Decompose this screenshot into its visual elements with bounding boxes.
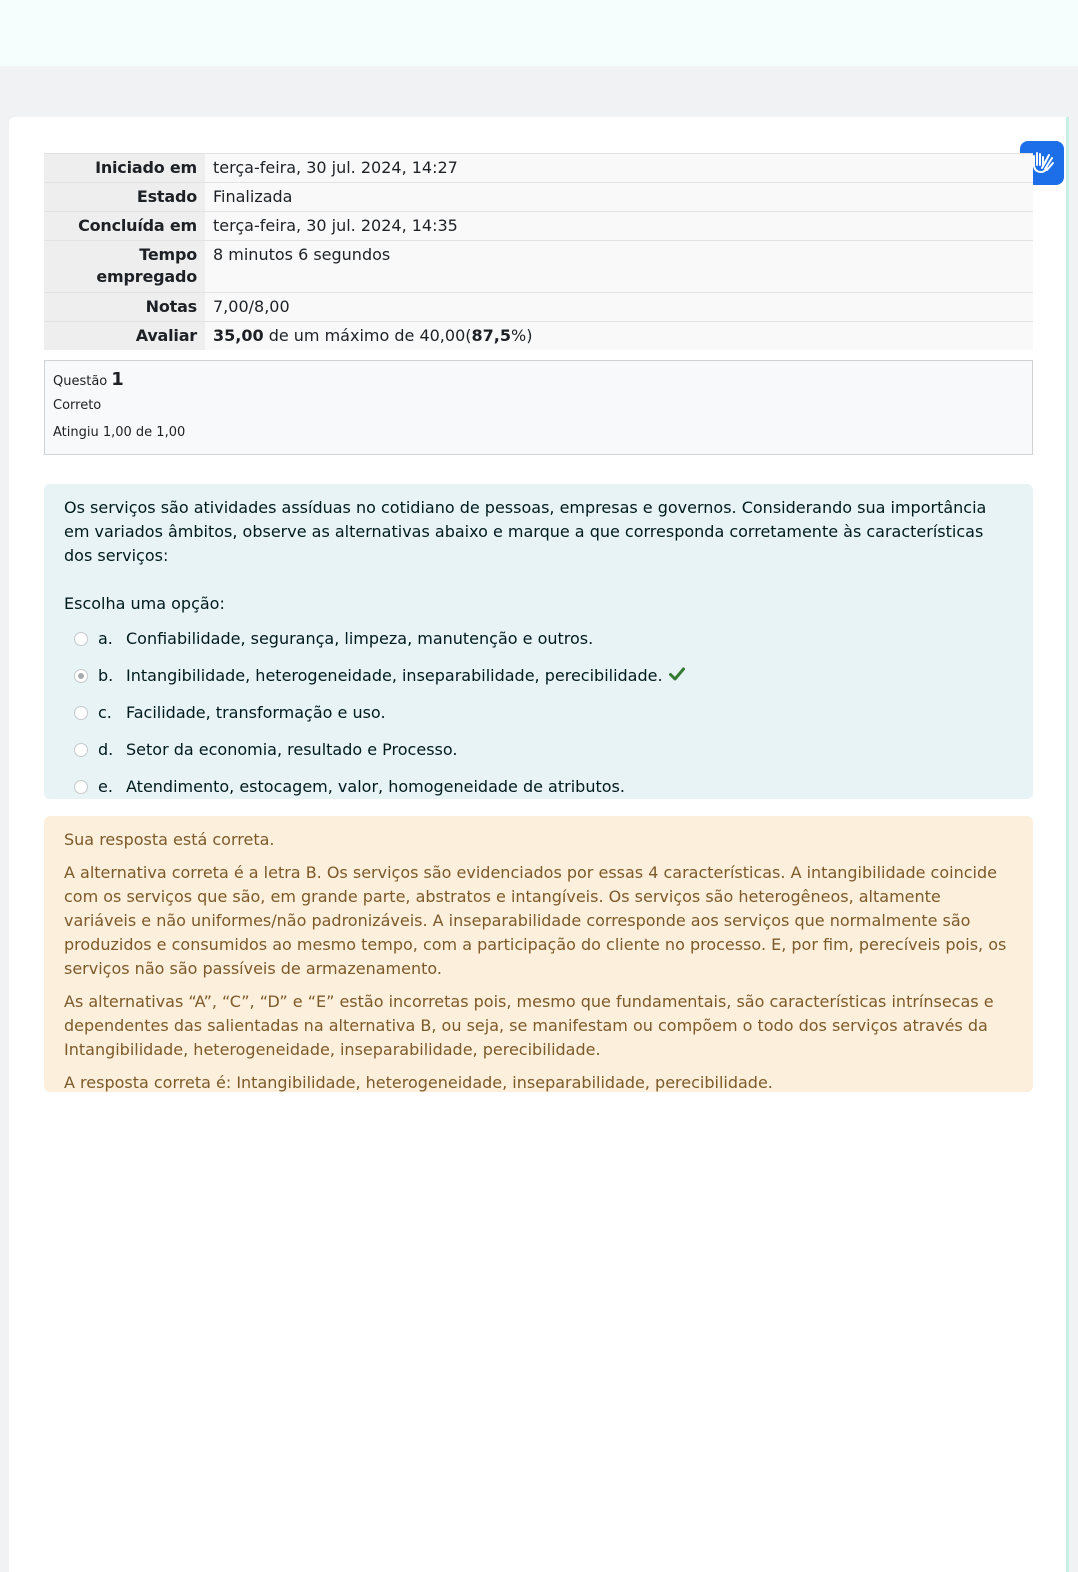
option-text: Intangibilidade, heterogeneidade, inseparabilidade, perecibilidade. [126,665,663,685]
radio-button[interactable] [74,632,88,646]
radio-button[interactable] [74,706,88,720]
top-navbar [0,0,1078,66]
option-text: Setor da economia, resultado e Processo. [126,739,458,759]
summary-label: Estado [44,183,205,212]
option-letter: e. [98,776,113,796]
answer-prompt: Escolha uma opção: [64,594,225,613]
radio-button[interactable] [74,780,88,794]
summary-value: Finalizada [205,183,1033,212]
summary-label: Notas [44,293,205,322]
option-letter: c. [98,702,112,722]
grade-middle: de um máximo de 40,00( [263,326,472,345]
answer-option-e[interactable] [64,768,1013,805]
option-text: Atendimento, estocagem, valor, homogeneidade de atributos. [126,776,625,796]
summary-label: Iniciado em [44,154,205,183]
question-text: Os serviços são atividades assíduas no cotidiano de pessoas, empresas e governos. Considerando sua importância em variados âmbitos, observe as alternativas abaixo e marque a que corresponda corretamente às características dos serviços: [64,498,987,565]
summary-row-started [44,154,1033,183]
check-icon [669,664,685,688]
feedback-status: Sua resposta está correta. [64,830,275,849]
summary-value [205,322,1033,351]
option-letter: b. [98,665,114,685]
summary-row-marks [44,293,1033,322]
answer-option-d[interactable] [64,731,1013,768]
question-state: Correto [53,398,102,413]
answer-options [64,620,1013,805]
option-text: Facilidade, transformação e uso. [126,702,386,722]
summary-row-state [44,183,1033,212]
grade-score: 35,00 [213,326,264,345]
option-letter: d. [98,739,114,759]
question-number-value: 1 [111,369,124,390]
question-mark: Atingiu 1,00 de 1,00 [53,425,186,440]
feedback-box [44,816,1033,1092]
grade-percent: 87,5 [471,326,511,345]
answer-option-c[interactable] [64,694,1013,731]
question-info-box [44,360,1033,455]
summary-value: 8 minutos 6 segundos [205,241,1033,293]
quiz-summary-table [44,153,1033,350]
summary-value: terça-feira, 30 jul. 2024, 14:27 [205,154,1033,183]
answer-option-a[interactable] [64,620,1013,657]
summary-row-time-taken [44,241,1033,293]
feedback-explanation: A alternativa correta é a letra B. Os serviços são evidenciados por essas 4 características. A intangibilidade coincide com os serviços que são, em grande parte, abstratos e intangíveis. Os serviços são heterogêneos, altamente variáveis e não uniformes/não padronizáveis. A inseparabilidade corresponde aos serviços que normalmente são produzidos e consumidos ao mesmo tempo, com a participação do cliente no processo. E, por fim, perecíveis pois, os serviços não são passíveis de armazenamento. [64,863,1007,978]
option-text: Confiabilidade, segurança, limpeza, manutenção e outros. [126,628,594,648]
answer-option-b[interactable] [64,657,1013,694]
summary-row-grade [44,322,1033,351]
question-prefix: Questão [53,374,108,389]
grade-suffix: %) [510,326,533,345]
summary-value: 7,00/8,00 [205,293,1033,322]
option-letter: a. [98,628,113,648]
summary-label: Tempo empregado [44,241,205,293]
correct-answer-text: A resposta correta é: Intangibilidade, heterogeneidade, inseparabilidade, perecibilidade. [64,1073,773,1092]
summary-label: Avaliar [44,322,205,351]
summary-row-completed [44,212,1033,241]
summary-label: Concluída em [44,212,205,241]
question-content [44,484,1033,799]
radio-button-selected[interactable] [74,669,88,683]
feedback-explanation-2: As alternativas “A”, “C”, “D” e “E” estão incorretas pois, mesmo que fundamentais, são características intrínsecas e dependentes das salientadas na alternativa B, ou seja, se manifestam ou compõem o todo dos serviços através da Intangibilidade, heterogeneidade, inseparabilidade, perecibilidade. [64,992,994,1059]
radio-button[interactable] [74,743,88,757]
summary-value: terça-feira, 30 jul. 2024, 14:35 [205,212,1033,241]
question-number [53,369,1024,391]
